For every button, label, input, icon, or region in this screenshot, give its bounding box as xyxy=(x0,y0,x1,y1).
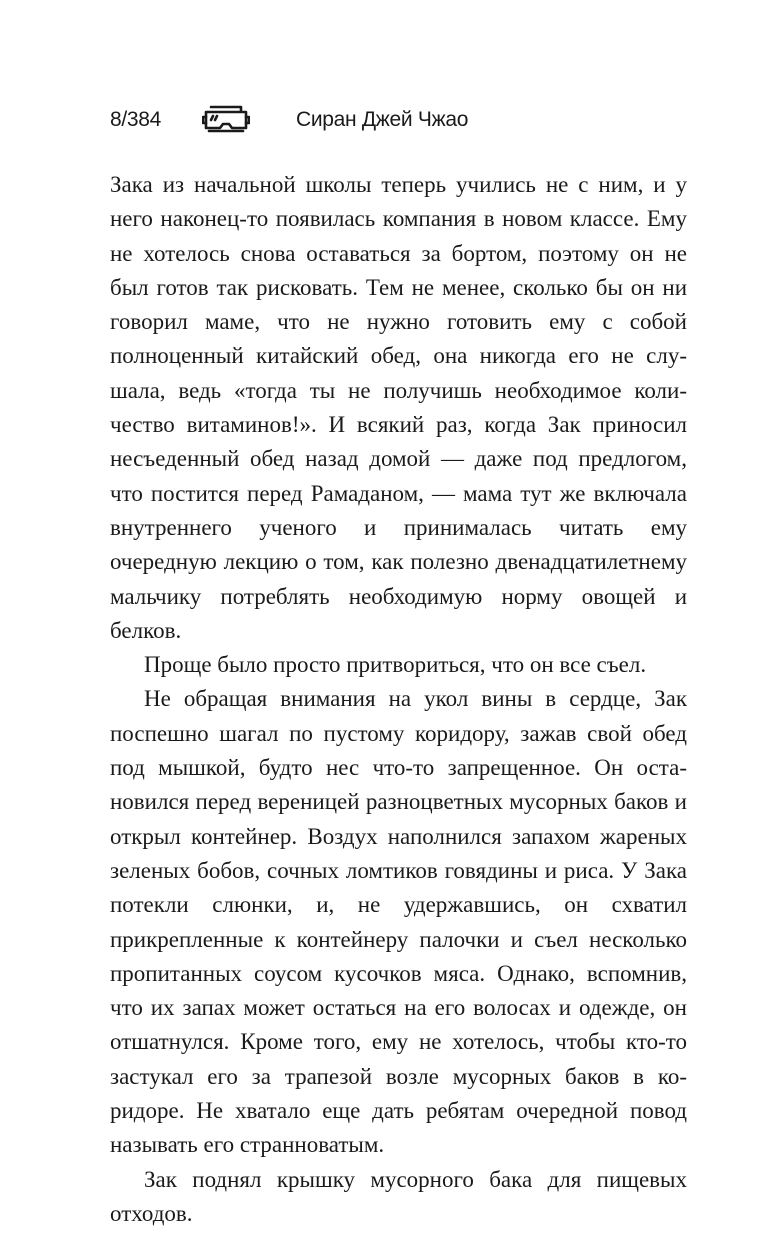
vr-headset-icon xyxy=(202,103,250,137)
paragraph-3: Не обращая внимания на укол вины в сердце, Зак поспешно шагал по пустому коридору, зажав свой обед под мышкой, будто нес что-то запрещенное. Он остановился перед вереницей разноцветных мусорных баков и открыл контейнер. Воздух наполнился запахом жареных зеленых бобов, сочных ломтиков говядины и риса. У Зака потекли слюнки, и, не удержавшись, он схватил прикрепленные к контейнеру палочки и съел несколько пропитанных соусом кусочков мяса. Однако, вспомнив, что их запах может остаться на его волосах и одежде, он отшатнулся. Кроме того, ему не хотелось, чтобы кто-то застукал его за трапезой возле мусорных баков в коридоре. Не хватало еще дать ребятам очередной повод называть его странноватым. xyxy=(110,686,687,1158)
paragraph-2: Проще было просто притвориться, что он все съел. xyxy=(144,652,647,678)
page-number: 8/384 xyxy=(110,108,162,131)
page-header xyxy=(110,100,670,140)
paragraph-4: Зак поднял крышку мусорного бака для пищевых отходов. xyxy=(110,1166,687,1226)
paragraph-1: Зака из начальной школы теперь учились не с ним, и у него наконец-то появилась компания в новом классе. Ему не хотелось снова оставаться за бортом, поэтому он не был готов так рисковать. Тем не менее, сколько бы он ни говорил маме, что не нужно готовить ему с собой полноценный китайский обед, она никогда его не слушала, ведь «тогда ты не получишь необходимое количество витаминов!». И всякий раз, когда Зак приносил несъеденный обед назад домой — даже под предлогом, что постится перед Рамаданом, — мама тут же включала внутреннего ученого и принималась читать ему очередную лекцию о том, как полезно двенадцатилетнему мальчику потреблять необходимую норму овощей и белков. xyxy=(110,172,687,643)
page-body xyxy=(110,168,687,1231)
book-author: Сиран Джей Чжао xyxy=(296,108,469,131)
